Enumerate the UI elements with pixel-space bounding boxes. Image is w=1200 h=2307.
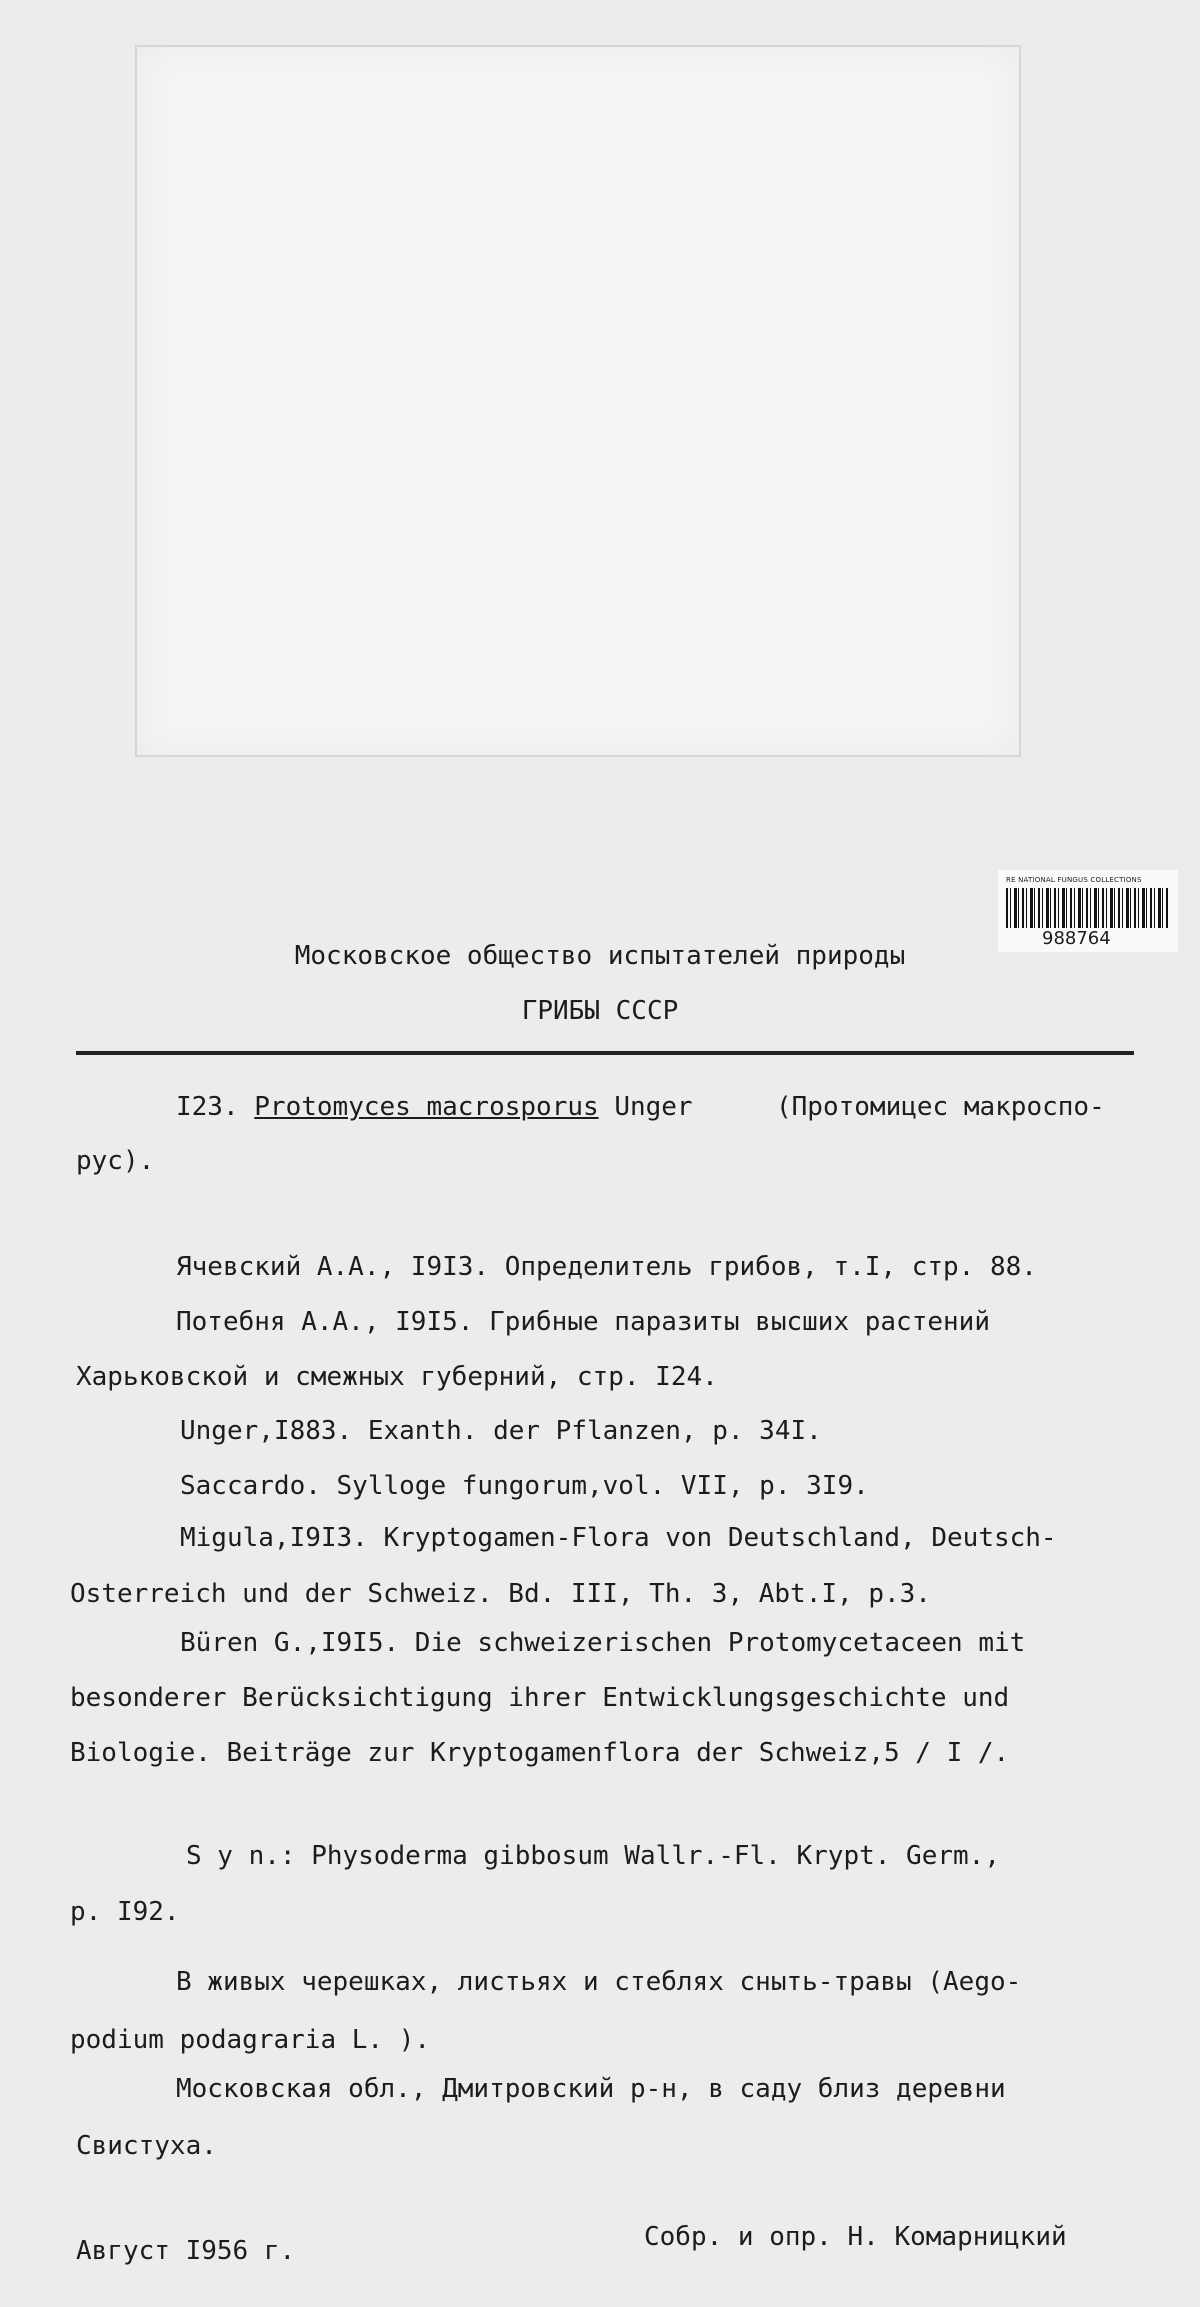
species-line [176, 1092, 693, 1122]
reference-line: Büren G.,I9I5. Die schweizerischen Protomycetaceen mit [180, 1628, 1026, 1658]
reference-line: Migula,I9I3. Kryptogamen-Flora von Deutschland, Deutsch- [180, 1523, 1057, 1553]
society-title: Московское общество испытателей природы [294, 941, 906, 971]
synonym-line: p. I92. [70, 1897, 180, 1927]
barcode-header: RE NATIONAL FUNGUS COLLECTIONS [1006, 876, 1142, 884]
habitat-line: podium podagraria L. ). [70, 2025, 431, 2055]
reference-line: Ячевский А.А., I9I3. Определитель грибов, т.I, стр. 88. [176, 1252, 1037, 1282]
locality-line: Свистуха. [76, 2131, 217, 2161]
reference-line: besonderer Berücksichtigung ihrer Entwicklungsgeschichte und [70, 1683, 1010, 1713]
barcode-label [998, 870, 1178, 952]
barcode-number: 988764 [1042, 928, 1111, 949]
species-name: Protomyces macrosporus [254, 1092, 599, 1122]
habitat-line: В живых черешках, листьях и стеблях сныть-травы (Aego- [176, 1967, 1022, 1997]
reference-line: Saccardo. Sylloge fungorum,vol. VII, p. 3I9. [180, 1471, 869, 1501]
reference-line: Харьковской и смежных губерний, стр. I24. [76, 1362, 718, 1392]
reference-line: Потебня А.А., I9I5. Грибные паразиты высших растений [176, 1307, 990, 1337]
reference-line: Unger,I883. Exanth. der Pflanzen, p. 34I. [180, 1416, 822, 1446]
header-rule [76, 1051, 1134, 1055]
species-russian: (Протомицес макроспо- [776, 1092, 1105, 1122]
synonym-line: S y n.: Physoderma gibbosum Wallr.-Fl. Krypt. Germ., [186, 1841, 1000, 1871]
species-number: I23. [176, 1092, 239, 1122]
collection-date: Август I956 г. [76, 2236, 296, 2266]
locality-line: Московская обл., Дмитровский р-н, в саду близ деревни [176, 2074, 1006, 2104]
collector-credit: Собр. и опр. Н. Комарницкий [644, 2222, 1067, 2252]
specimen-packet [135, 45, 1021, 757]
reference-line: Osterreich und der Schweiz. Bd. III, Th. 3, Abt.I, p.3. [70, 1579, 931, 1609]
species-author: Unger [614, 1092, 693, 1122]
barcode-bars [1006, 888, 1170, 928]
species-russian-end: рус). [76, 1146, 155, 1176]
reference-line: Biologie. Beiträge zur Kryptogamenflora der Schweiz,5 / I /. [70, 1738, 1010, 1768]
series-title: ГРИБЫ СССР [521, 996, 679, 1026]
